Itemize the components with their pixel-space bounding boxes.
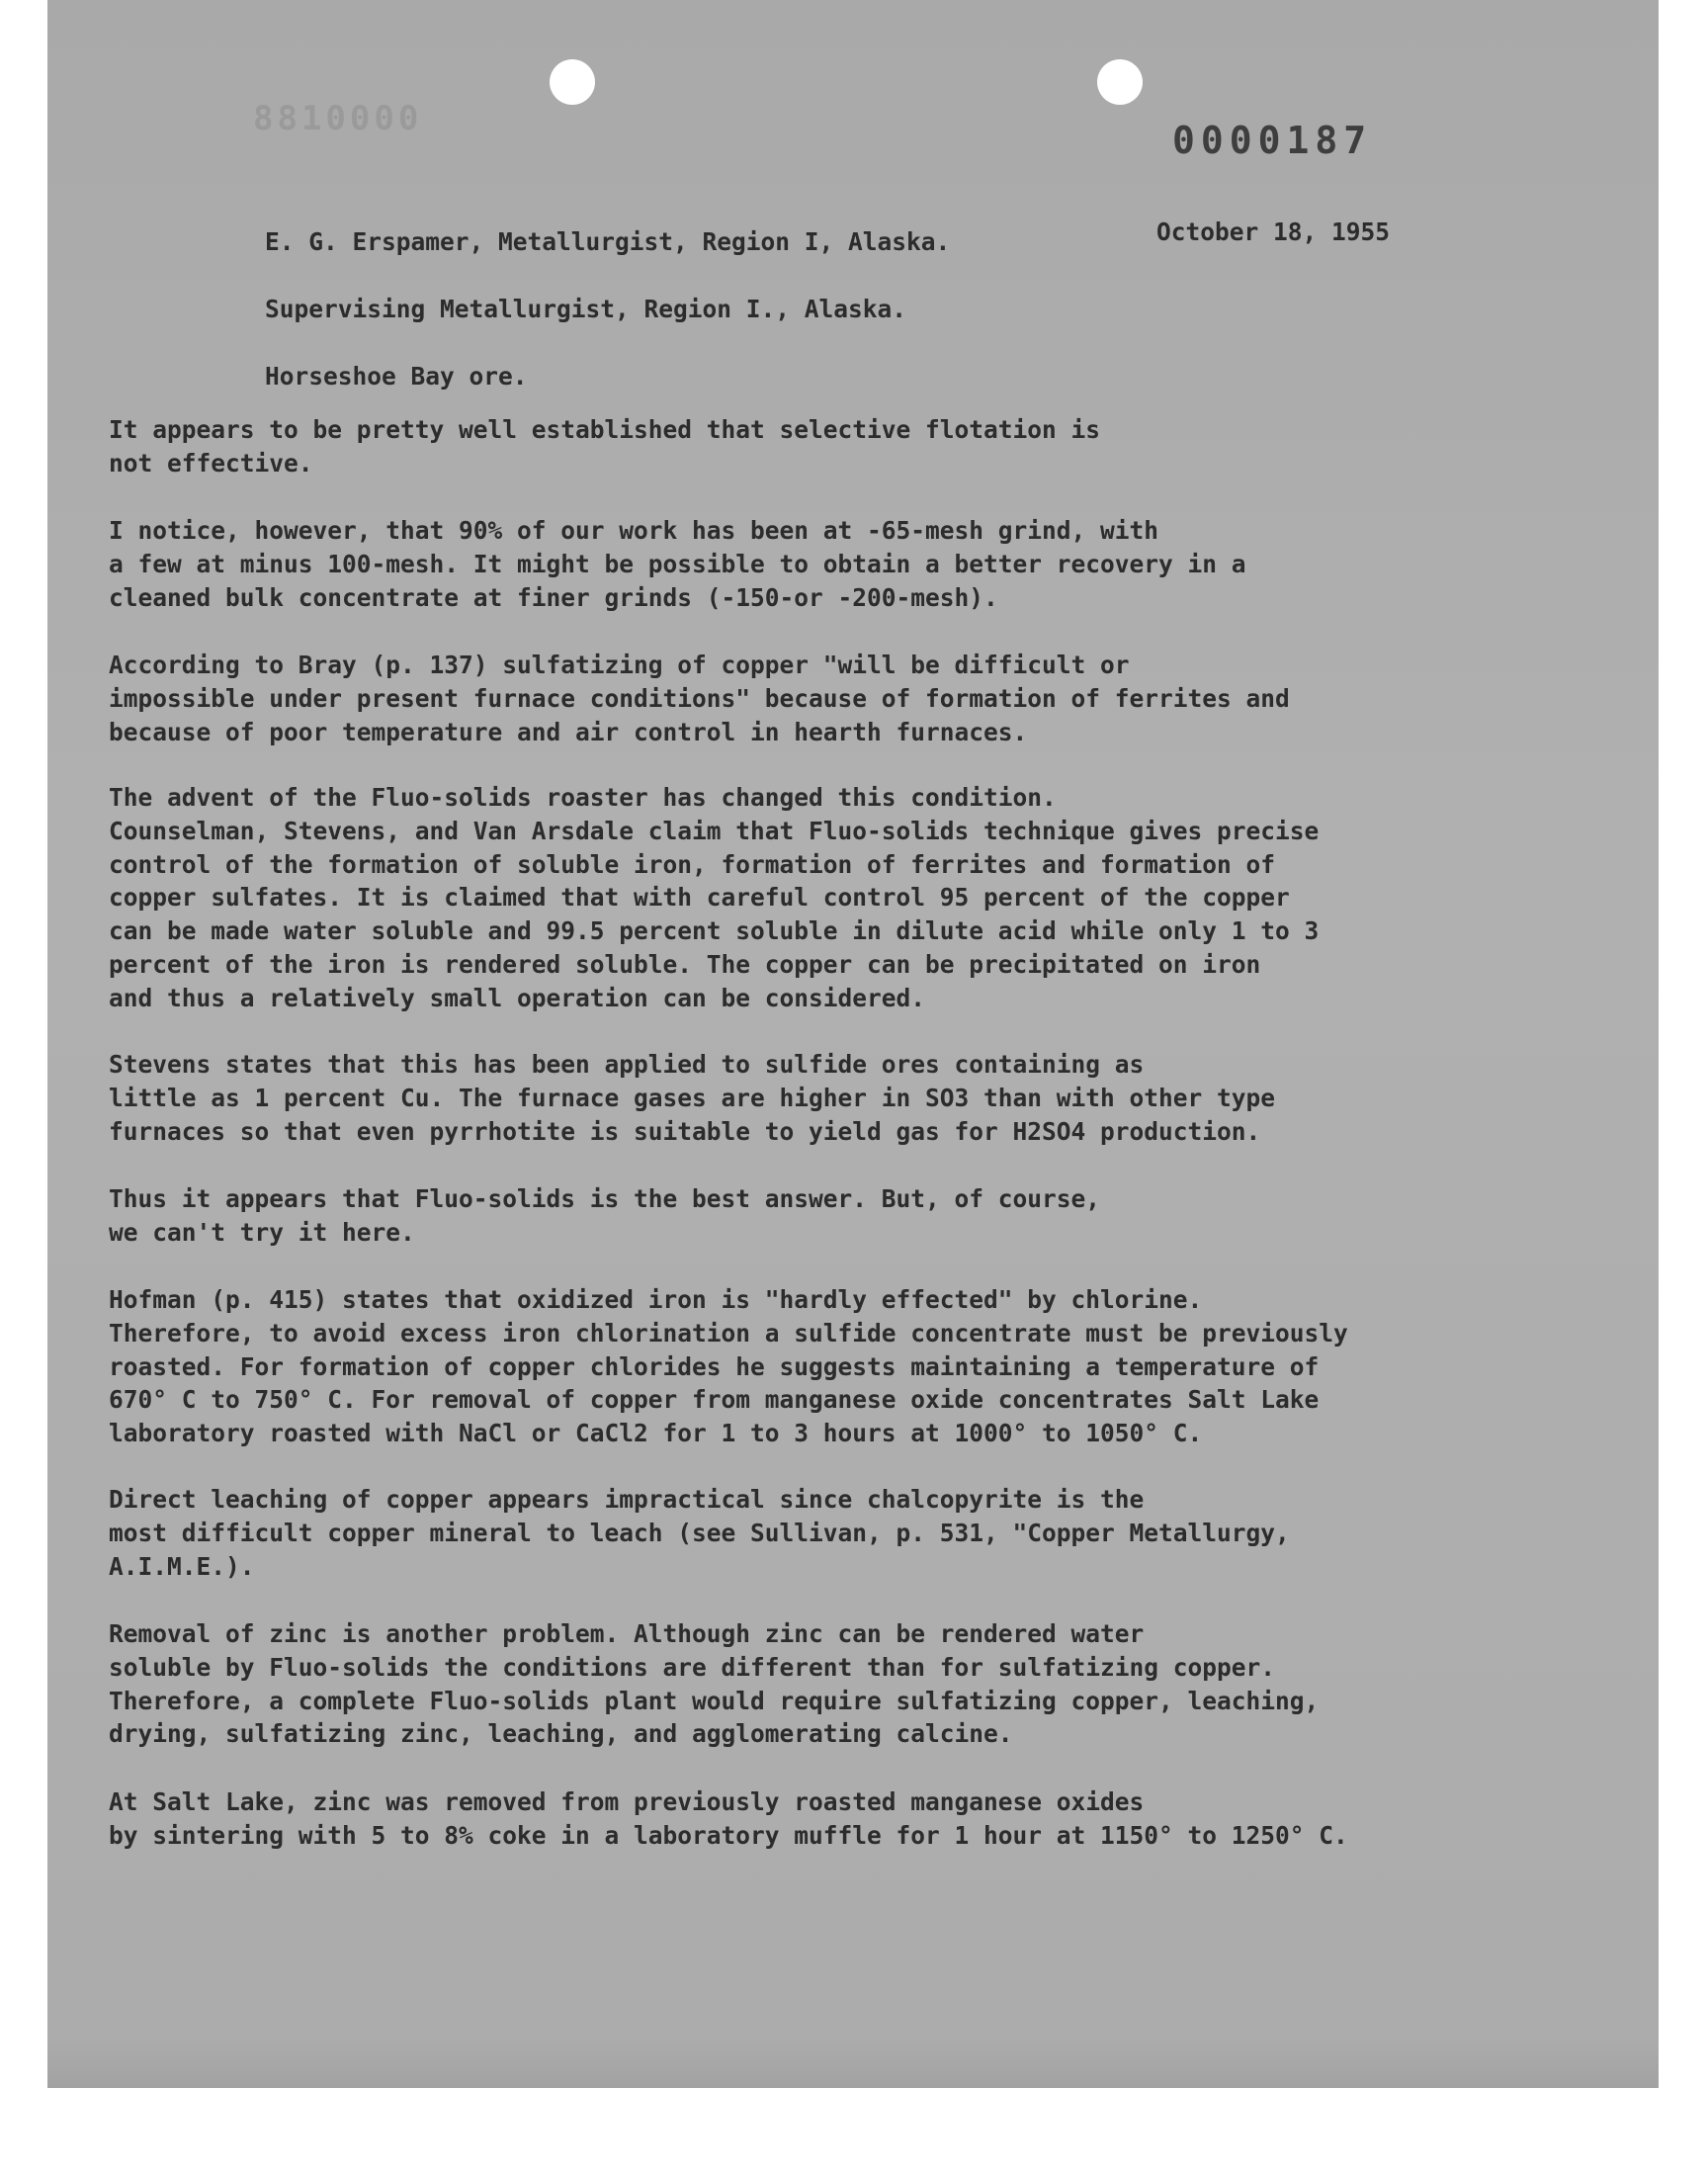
paragraph-9: Removal of zinc is another problem. Although zinc can be rendered water soluble by Fluo-solids the conditions are different than for sulfatizing copper. Therefore, a complete Fluo-solids plant would require sulfatizing copper, leaching, drying, sulfatizing zinc, leaching, and agglomerating calcine. (109, 1619, 1320, 1749)
paragraph-10: At Salt Lake, zinc was removed from previously roasted manganese oxides by sintering with 5 to 8% coke in a laboratory muffle for 1 hour at 1150° to 1250° C. (109, 1787, 1348, 1850)
page-bottom-shade (47, 2037, 1659, 2088)
paragraph-3: According to Bray (p. 137) sulfatizing of copper "will be difficult or impossible under present furnace conditions" because of formation of ferrites and because of poor temperature and air control in hearth furnaces. (109, 651, 1290, 746)
paragraph-2: I notice, however, that 90% of our work has been at -65-mesh grind, with a few at minus 100-mesh. It might be possible to obtain a better recovery in a cleaned bulk concentrate at finer grinds (-150-or -200-mesh). (109, 516, 1246, 612)
paragraph-5: Stevens states that this has been applied to sulfide ores containing as little as 1 percent Cu. The furnace gases are higher in SO3 than with other type furnaces so that even pyrrhotite is suitable to yield gas for H2SO4 production. (109, 1050, 1276, 1146)
document-number: 0000187 (1172, 119, 1373, 162)
paragraph-8: Direct leaching of copper appears impractical since chalcopyrite is the most difficult copper mineral to leach (see Sullivan, p. 531, "Copper Metallurgy, A.I.M.E.). (109, 1485, 1290, 1581)
memo-from: E. G. Erspamer, Metallurgist, Region I, Alaska. (265, 227, 951, 256)
paragraph-6: Thus it appears that Fluo-solids is the best answer. But, of course, we can't try it here. (109, 1184, 1101, 1247)
paragraph-7: Hofman (p. 415) states that oxidized iron is "hardly effected" by chlorine. Therefore, to avoid excess iron chlorination a sulfide concentrate must be previously roasted. For formation of copper chlorides he suggests maintaining a temperature of 670° C to 750° C. For removal of copper from manganese oxide concentrates Salt Lake laboratory roasted with NaCl or CaCl2 for 1 to 3 hours at 1000° to 1050° C. (109, 1285, 1348, 1448)
faint-stamp-number: 8810000 (253, 99, 423, 138)
punch-hole-left (550, 59, 595, 105)
punch-hole-right (1097, 59, 1143, 105)
paragraph-4: The advent of the Fluo-solids roaster has changed this condition. Counselman, Stevens, and Van Arsdale claim that Fluo-solids technique gives precise control of the formation of soluble iron, formation of ferrites and formation of copper sulfates. It is claimed that with careful control 95 percent of the copper can be made water soluble and 99.5 percent soluble in dilute acid while only 1 to 3 percent of the iron is rendered soluble. The copper can be precipitated on iron and thus a relatively small operation can be considered. (109, 783, 1320, 1012)
memo-subject: Horseshoe Bay ore. (265, 362, 528, 391)
paragraph-1: It appears to be pretty well established that selective flotation is not effective. (109, 415, 1101, 478)
memo-date: October 18, 1955 (1156, 218, 1391, 246)
memo-to: Supervising Metallurgist, Region I., Alaska. (265, 295, 907, 323)
